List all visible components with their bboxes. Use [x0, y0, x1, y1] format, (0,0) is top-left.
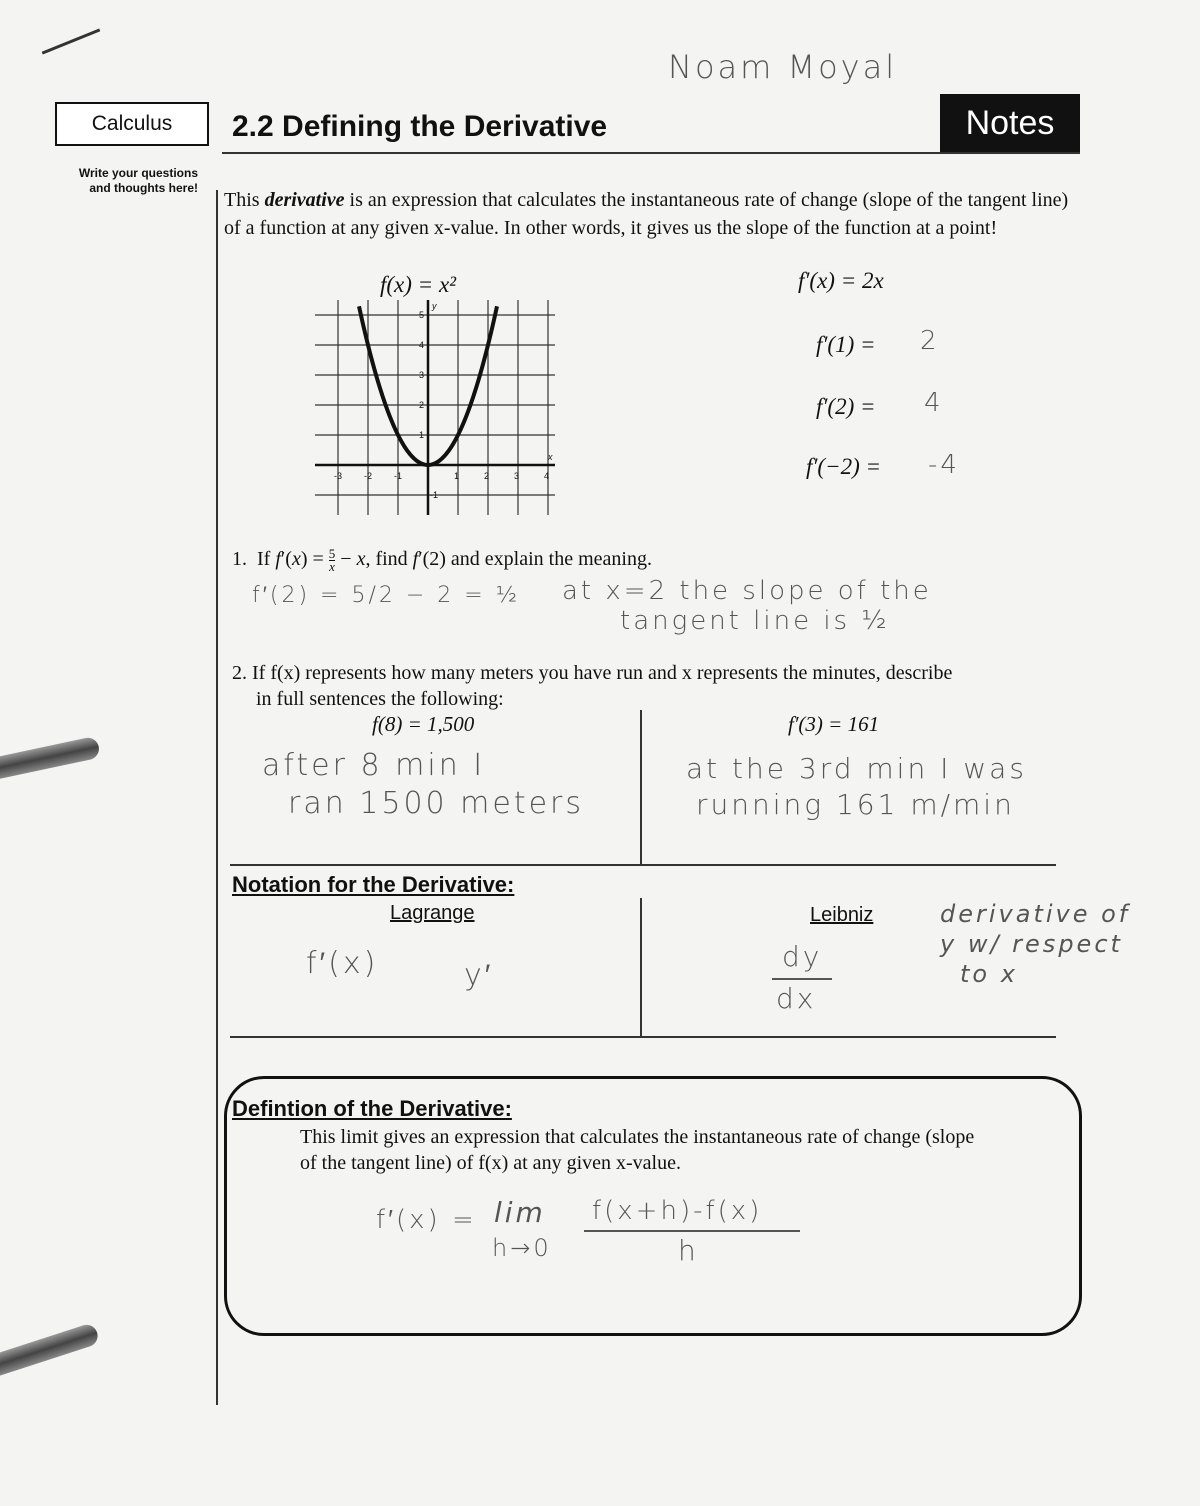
- term-derivative: derivative: [264, 189, 345, 211]
- x-tick-label: 1: [454, 471, 460, 481]
- q2-column-divider: [640, 710, 642, 865]
- q2-bottom-rule: [230, 864, 1056, 866]
- q1-answer-line1: at x=2 the slope of the: [562, 576, 932, 606]
- function-label: f(x) = x²: [380, 272, 457, 297]
- student-name: Noam Moyal: [668, 48, 898, 86]
- lagrange-label: Lagrange: [390, 902, 475, 924]
- q2-left-answer-2: ran 1500 meters: [288, 786, 585, 821]
- formula-lim: lim: [494, 1196, 546, 1229]
- y-tick-label: 3: [419, 370, 425, 380]
- page-title: 2.2 Defining the Derivative: [232, 110, 608, 143]
- x-tick-label: 3: [514, 471, 520, 481]
- x-tick-label: 4: [544, 471, 550, 481]
- y-tick-label: -1: [430, 490, 439, 500]
- x-tick-label: -2: [364, 471, 373, 481]
- eval-1-expr: f′(1) =: [816, 332, 876, 357]
- eval-2-answer: 4: [924, 388, 944, 418]
- y-axis-label: y: [432, 301, 437, 311]
- formula-left: f′(x) =: [376, 1205, 477, 1235]
- notation-column-divider: [640, 898, 642, 1036]
- y-tick-label: 4: [419, 340, 425, 350]
- course-label: Calculus: [55, 102, 209, 146]
- x-tick-label: -1: [394, 471, 403, 481]
- eval-3-answer: -4: [928, 450, 960, 480]
- intro-paragraph: This derivative is an expression that calculates the instantaneous rate of change (slope of the tangent line) of a function at any given x-value. In other words, it gives us the slope of the function at a point!: [224, 189, 1069, 239]
- q2-left-answer-1: after 8 min I: [262, 748, 486, 783]
- formula-numerator: f(x+h)-f(x): [592, 1196, 763, 1226]
- parabola-graph: [310, 295, 560, 520]
- notation-bottom-rule: [230, 1036, 1056, 1038]
- q2-prompt-line1: 2. If f(x) represents how many meters you have run and x represents the minutes, describe: [232, 662, 953, 684]
- definition-heading: Defintion of the Derivative:: [232, 1096, 512, 1121]
- lagrange-form-2: y′: [464, 958, 494, 993]
- leibniz-note-1: derivative of: [940, 900, 1131, 928]
- x-tick-label: -3: [334, 471, 343, 481]
- q2-left-head: f(8) = 1,500: [372, 712, 475, 736]
- binder-ring: [0, 1322, 100, 1380]
- eval-2-expr: f′(2) =: [816, 394, 876, 419]
- q2-prompt-line2: in full sentences the following:: [256, 688, 504, 710]
- lagrange-form-1: f′(x): [306, 946, 379, 981]
- y-tick-label: 2: [419, 400, 425, 410]
- x-axis-label: x: [548, 452, 553, 462]
- q1-prompt: 1. If f′(x) = 5 x − x, find f′(2) and explain the meaning.: [232, 546, 652, 574]
- q1-work: f′(2) = 5/2 − 2 = ½: [252, 583, 521, 608]
- definition-text-1: This limit gives an expression that calculates the instantaneous rate of change (slope: [300, 1126, 975, 1148]
- leibniz-fraction-bar: [772, 978, 832, 980]
- pen-mark: [42, 28, 101, 54]
- notes-badge: Notes: [940, 94, 1080, 152]
- q2-right-head: f′(3) = 161: [788, 712, 880, 736]
- formula-denominator: h: [678, 1234, 699, 1267]
- margin-divider: [216, 190, 218, 1405]
- definition-text-2: of the tangent line) of f(x) at any given x-value.: [300, 1152, 681, 1174]
- eval-3-expr: f′(−2) =: [806, 454, 882, 479]
- q2-right-answer-1: at the 3rd min I was: [686, 752, 1027, 785]
- leibniz-denominator: dx: [776, 982, 817, 1015]
- derivative-label: f′(x) = 2x: [798, 268, 884, 293]
- leibniz-numerator: dy: [782, 940, 823, 973]
- y-tick-label: 5: [419, 310, 425, 320]
- leibniz-note-3: to x: [960, 960, 1018, 988]
- formula-fraction-bar: [584, 1230, 800, 1232]
- y-tick-label: 1: [419, 430, 425, 440]
- margin-note: Write your questions and thoughts here!: [78, 166, 198, 195]
- q2-right-answer-2: running 161 m/min: [696, 788, 1015, 821]
- formula-lim-subscript: h→0: [492, 1234, 552, 1262]
- notation-heading: Notation for the Derivative:: [232, 872, 515, 897]
- leibniz-label: Leibniz: [810, 904, 874, 926]
- leibniz-note-2: y w/ respect: [940, 930, 1123, 958]
- q1-answer-line2: tangent line is ½: [620, 606, 890, 636]
- binder-ring: [0, 736, 101, 782]
- eval-1-answer: 2: [920, 326, 940, 356]
- title-divider: [222, 152, 1080, 154]
- x-tick-label: 2: [484, 471, 490, 481]
